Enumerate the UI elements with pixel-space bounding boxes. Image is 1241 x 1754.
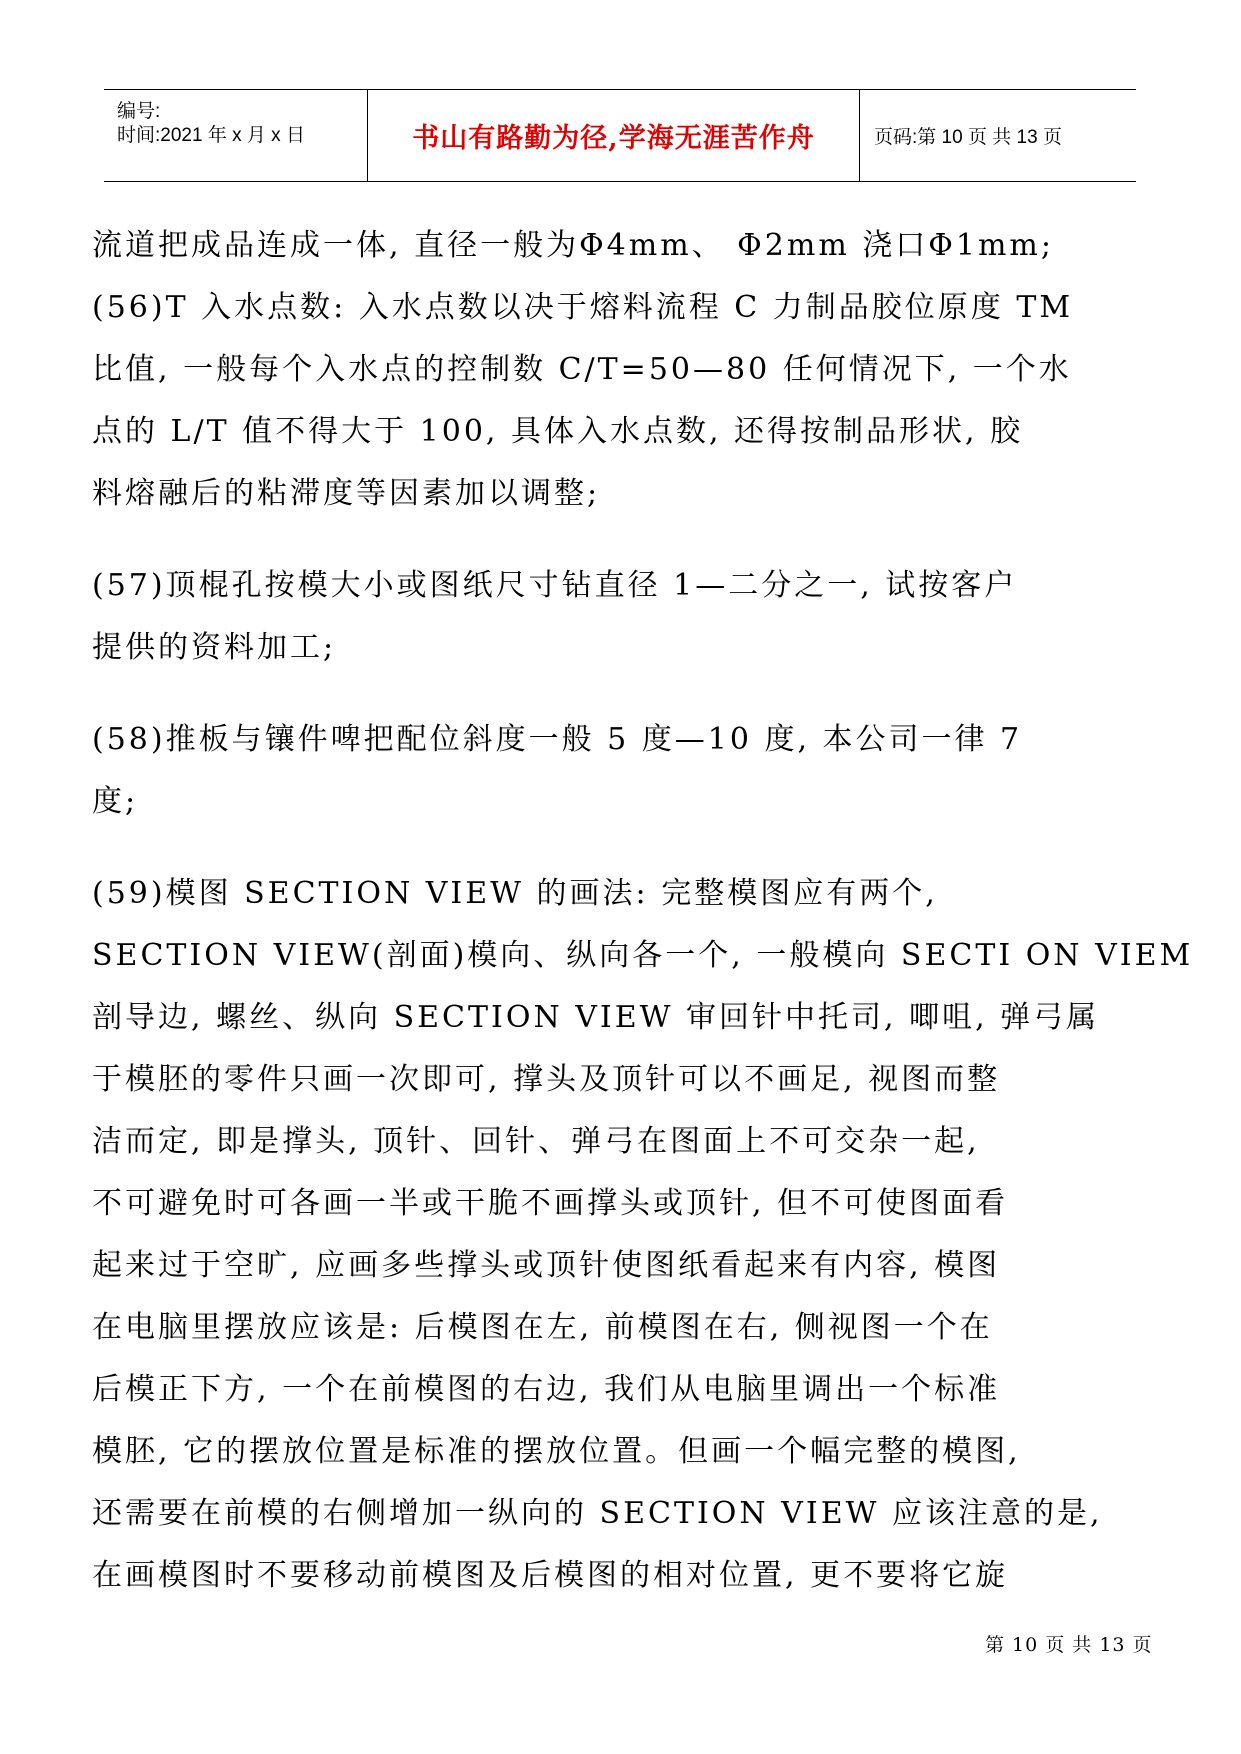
document-body <box>92 215 1194 1607</box>
text-line: 流道把成品连成一体, 直径一般为Φ4mm、 Φ2mm 浇口Φ1mm; <box>92 228 1054 263</box>
text-line: 后模正下方, 一个在前模图的右边, 我们从电脑里调出一个标准 <box>92 1372 1001 1407</box>
text-line: 在画模图时不要移动前模图及后模图的相对位置, 更不要将它旋 <box>92 1558 1009 1593</box>
text-line: 提供的资料加工; <box>92 630 337 665</box>
text-line: 料熔融后的粘滞度等因素加以调整; <box>92 476 601 511</box>
text-line: 在电脑里摆放应该是: 后模图在左, 前模图在右, 侧视图一个在 <box>92 1310 993 1345</box>
text-line: 起来过于空旷, 应画多些撑头或顶针使图纸看起来有内容, 模图 <box>92 1248 1001 1283</box>
text-line: 点的 L/T 值不得大于 100, 具体入水点数, 还得按制品形状, 胶 <box>92 414 1024 449</box>
document-number-label: 编号: <box>117 101 161 122</box>
page-footer: 第 10 页 共 13 页 <box>985 1634 1153 1656</box>
paragraph <box>92 555 1152 679</box>
text-line: 比值, 一般每个入水点的控制数 C/T=50—80 任何情况下, 一个水 <box>92 352 1072 387</box>
text-line: (57)顶棍孔按模大小或图纸尺寸钻直径 1—二分之一, 试按客户 <box>92 568 1018 603</box>
document-time-label: 时间:2021 年 x 月 x 日 <box>117 125 305 146</box>
text-line: 剖导边, 螺丝、纵向 SECTION VIEW 审回针中托司, 唧咀, 弹弓属 <box>92 1000 1100 1035</box>
text-line: (58)推板与镶件啤把配位斜度一般 5 度—10 度, 本公司一律 7 <box>92 722 1023 757</box>
text-line: 洁而定, 即是撑头, 顶针、回针、弹弓在图面上不可交杂一起, <box>92 1124 980 1159</box>
header-slogan: 书山有路勤为径,学海无涯苦作舟 <box>412 123 815 154</box>
header-table <box>104 89 1136 182</box>
text-line: 度; <box>92 784 139 819</box>
text-line: 模胚, 它的摆放位置是标准的摆放位置。但画一个幅完整的模图, <box>92 1434 1021 1469</box>
text-line: 还需要在前模的右侧增加一纵向的 SECTION VIEW 应该注意的是, <box>92 1496 1103 1531</box>
text-line: SECTION VIEW(剖面)模向、纵向各一个, 一般模向 SECTI ON VIEM <box>92 938 1194 973</box>
paragraph <box>92 863 1194 1607</box>
text-line: 于模胚的零件只画一次即可, 撑头及顶针可以不画足, 视图而整 <box>92 1062 1001 1097</box>
paragraph <box>92 215 1152 525</box>
text-line: 不可避免时可各画一半或干脆不画撑头或顶针, 但不可使图面看 <box>92 1186 1009 1221</box>
header-left-cell <box>104 90 368 181</box>
text-line: (59)模图 SECTION VIEW 的画法: 完整模图应有两个, <box>92 876 938 911</box>
paragraph <box>92 709 1152 833</box>
header-middle-cell <box>368 90 860 181</box>
header-page-label: 页码:第 10 页 共 13 页 <box>874 127 1062 148</box>
text-line: (56)T 入水点数: 入水点数以决于熔料流程 C 力制品胶位原度 TM <box>92 290 1074 325</box>
header-right-cell <box>860 90 1136 181</box>
